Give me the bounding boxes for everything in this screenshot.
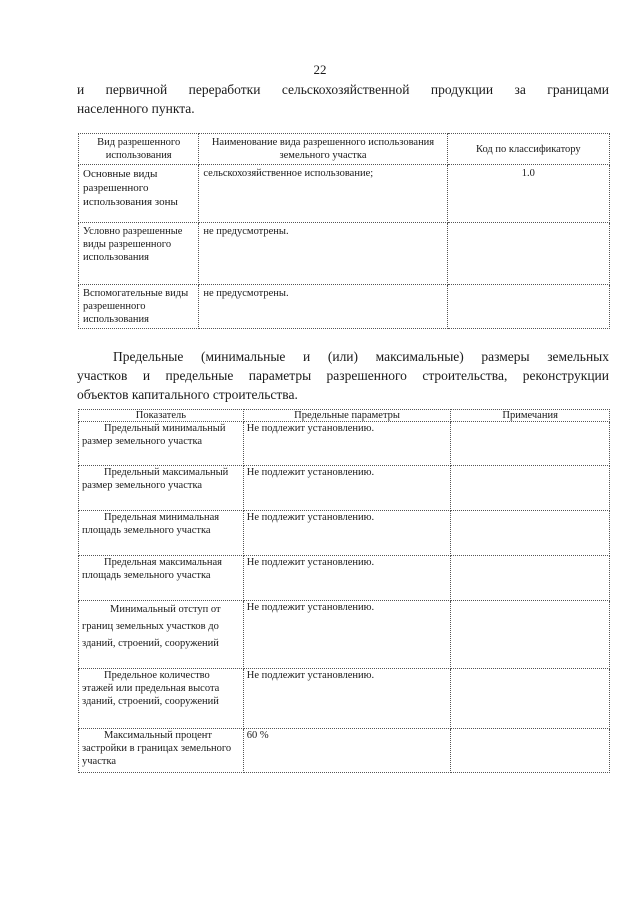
column-header: Показатель xyxy=(79,410,244,422)
table-row xyxy=(79,466,610,511)
use-name-cell: не предусмотрены. xyxy=(199,285,447,329)
parameter-value-cell: Не подлежит установлению. xyxy=(243,556,451,601)
page-number: 22 xyxy=(313,62,327,77)
parameter-value-cell: Не подлежит установлению. xyxy=(243,511,451,556)
indicator-cell: Минимальный отступ от границ земельных участков до зданий, строений, сооружений xyxy=(79,601,244,669)
note-cell xyxy=(451,556,610,601)
use-name-cell: не предусмотрены. xyxy=(199,223,447,285)
use-name-cell: сельскохозяйственное использование; xyxy=(199,165,447,223)
column-header: Примечания xyxy=(451,410,610,422)
indicator-cell: Предельный максимальный размер земельного участка xyxy=(79,466,244,511)
table-row xyxy=(79,511,610,556)
paragraph-line: объектов капитального строительства. xyxy=(77,387,298,402)
table-row xyxy=(79,729,610,773)
column-header: Наименование вида разрешенного использования земельного участка xyxy=(199,134,447,165)
parameter-value-cell: Не подлежит установлению. xyxy=(243,601,451,669)
paragraph-line: Предельные (минимальные и (или) максимальные) размеры земельных xyxy=(113,349,609,364)
paragraph-line: участков и предельные параметры разрешенного строительства, реконструкции xyxy=(77,368,609,383)
indicator-cell: Максимальный процент застройки в границах земельного участка xyxy=(79,729,244,773)
use-type-cell: Основные виды разрешенного использования зоны xyxy=(79,165,199,223)
column-header: Вид разрешенного использования xyxy=(79,134,199,165)
limits-paragraph xyxy=(77,347,609,404)
table-row xyxy=(79,165,610,223)
paragraph-line: населенного пункта. xyxy=(77,101,195,116)
table-row xyxy=(79,556,610,601)
parameter-value-cell: Не подлежит установлению. xyxy=(243,422,451,466)
note-cell xyxy=(451,422,610,466)
column-header: Код по классификатору xyxy=(447,134,609,165)
note-cell xyxy=(451,511,610,556)
parameter-value-cell: Не подлежит установлению. xyxy=(243,466,451,511)
parameters-table xyxy=(78,409,610,773)
parameter-value-cell: Не подлежит установлению. xyxy=(243,669,451,729)
indicator-cell: Предельное количество этажей или предельная высота зданий, строений, сооружений xyxy=(79,669,244,729)
indicator-cell: Предельная минимальная площадь земельного участка xyxy=(79,511,244,556)
table-row xyxy=(79,601,610,669)
paragraph-line: и первичной переработки сельскохозяйственной продукции за границами xyxy=(77,82,609,97)
note-cell xyxy=(451,729,610,773)
use-type-cell: Условно разрешенные виды разрешенного использования xyxy=(79,223,199,285)
table-row xyxy=(79,285,610,329)
table-header-row xyxy=(79,410,610,422)
note-cell xyxy=(451,601,610,669)
table-row xyxy=(79,422,610,466)
column-header: Предельные параметры xyxy=(243,410,451,422)
note-cell xyxy=(451,466,610,511)
indicator-cell: Предельный минимальный размер земельного участка xyxy=(79,422,244,466)
parameter-value-cell: 60 % xyxy=(243,729,451,773)
classifier-code-cell: 1.0 xyxy=(447,165,609,223)
table-row xyxy=(79,669,610,729)
use-type-cell: Вспомогательные виды разрешенного использования xyxy=(79,285,199,329)
table-row xyxy=(79,223,610,285)
permitted-uses-table xyxy=(78,133,610,329)
classifier-code-cell xyxy=(447,223,609,285)
indicator-cell: Предельная максимальная площадь земельного участка xyxy=(79,556,244,601)
note-cell xyxy=(451,669,610,729)
table-header-row xyxy=(79,134,610,165)
classifier-code-cell xyxy=(447,285,609,329)
intro-paragraph xyxy=(77,80,609,118)
